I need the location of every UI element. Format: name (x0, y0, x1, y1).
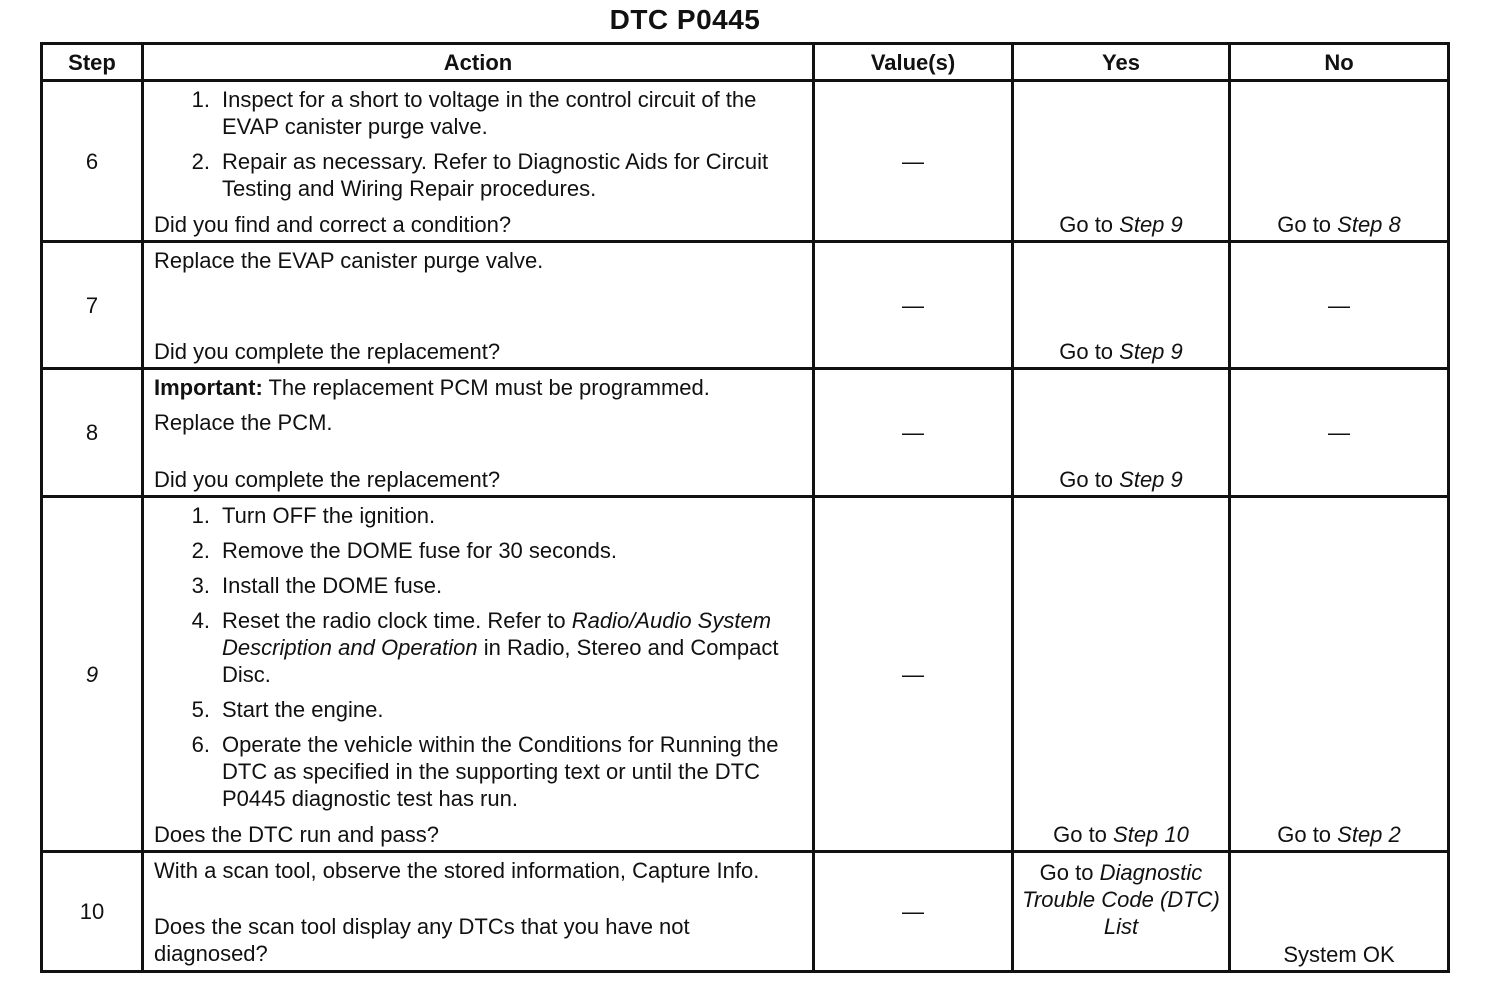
action-step: 4. Reset the radio clock time. Refer to Radio/Audio System Description and Operation in Radio, Stereo and Compact Disc. (191, 608, 779, 687)
action-step: 1. Inspect for a short to voltage in the control circuit of the EVAP canister purge valve. (191, 87, 757, 139)
header-no: No (1230, 44, 1449, 81)
table-row-step-8 (42, 369, 1449, 497)
action-step: 2. Remove the DOME fuse for 30 seconds. (191, 538, 617, 563)
action-cell (143, 242, 814, 369)
no-cell: Go to Step 8 (1230, 81, 1449, 242)
action-text: Replace the PCM. (154, 410, 333, 435)
value-cell: — (814, 852, 1013, 972)
action-steps (154, 502, 802, 820)
action-question: Does the DTC run and pass? (154, 822, 439, 847)
action-cell (143, 369, 814, 497)
yes-step-link[interactable]: Step 9 (1119, 467, 1183, 492)
action-text: Replace the EVAP canister purge valve. (154, 248, 544, 273)
yes-cell: Go to Step 9 (1013, 81, 1230, 242)
important-note: Important: The replacement PCM must be programmed. (154, 375, 710, 400)
important-label: Important: (154, 375, 263, 400)
yes-step-link[interactable]: Step 10 (1113, 822, 1189, 847)
table-row-step-7 (42, 242, 1449, 369)
no-step-link[interactable]: Step 8 (1337, 212, 1401, 237)
action-step: 3. Install the DOME fuse. (191, 573, 443, 598)
action-question: Did you complete the replacement? (154, 339, 501, 364)
action-text: With a scan tool, observe the stored information, Capture Info. (154, 858, 760, 883)
no-step-link[interactable]: Step 2 (1337, 822, 1401, 847)
table-row-step-10 (42, 852, 1449, 972)
action-question: Did you complete the replacement? (154, 467, 501, 492)
action-step: 2. Repair as necessary. Refer to Diagnostic Aids for Circuit Testing and Wiring Repair procedures. (191, 149, 769, 201)
step-number: 6 (42, 81, 143, 242)
header-action: Action (143, 44, 814, 81)
action-cell (143, 497, 814, 852)
header-step: Step (42, 44, 143, 81)
yes-cell: Go to Step 9 (1013, 369, 1230, 497)
action-cell (143, 81, 814, 242)
yes-step-link[interactable]: Step 9 (1119, 339, 1183, 364)
diagnostic-table (40, 42, 1450, 973)
header-row (42, 44, 1449, 81)
step-number: 8 (42, 369, 143, 497)
table-row-step-9 (42, 497, 1449, 852)
step-number: 9 (42, 497, 143, 852)
no-cell: — (1230, 242, 1449, 369)
step-number: 7 (42, 242, 143, 369)
header-values: Value(s) (814, 44, 1013, 81)
page-title: DTC P0445 (609, 4, 761, 35)
value-cell: — (814, 242, 1013, 369)
no-cell: System OK (1230, 852, 1449, 972)
value-cell: — (814, 81, 1013, 242)
header-yes: Yes (1013, 44, 1230, 81)
action-step: 1. Turn OFF the ignition. (191, 503, 436, 528)
action-steps (154, 86, 802, 210)
yes-cell: Go to Diagnostic Trouble Code (DTC) List (1013, 852, 1230, 972)
action-cell (143, 852, 814, 972)
value-cell: — (814, 369, 1013, 497)
step-number: 10 (42, 852, 143, 972)
action-question: Does the scan tool display any DTCs that you have not diagnosed? (154, 914, 690, 966)
yes-step-link[interactable]: Step 9 (1119, 212, 1183, 237)
yes-cell: Go to Step 10 (1013, 497, 1230, 852)
dtc-list-link[interactable]: Diagnostic Trouble Code (DTC) List (1022, 860, 1220, 939)
action-step: 6. Operate the vehicle within the Conditions for Running the DTC as specified in the supporting text or until the DTC P0445 diagnostic test has run. (191, 732, 779, 811)
table-row-step-6 (42, 81, 1449, 242)
action-step: 5. Start the engine. (191, 697, 384, 722)
radio-audio-reference[interactable]: Radio/Audio System Description and Operation (222, 608, 772, 660)
yes-cell: Go to Step 9 (1013, 242, 1230, 369)
action-question: Did you find and correct a condition? (154, 212, 512, 237)
no-cell: Go to Step 2 (1230, 497, 1449, 852)
no-cell: — (1230, 369, 1449, 497)
value-cell: — (814, 497, 1013, 852)
